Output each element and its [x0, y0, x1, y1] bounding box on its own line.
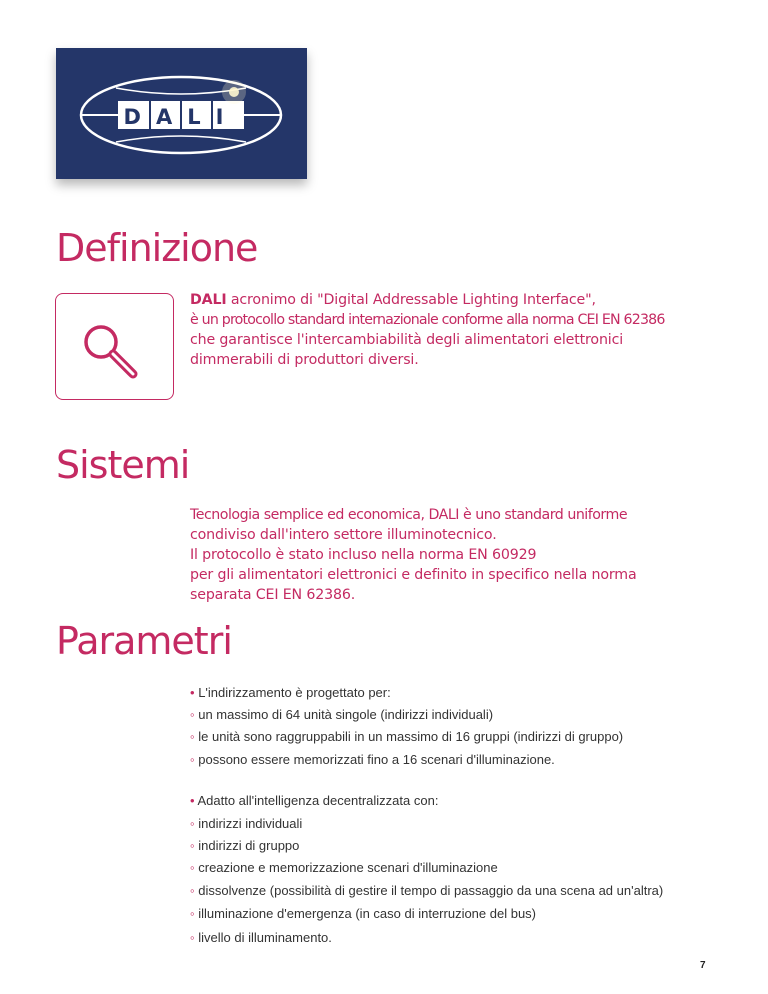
sub-bullet-icon: ◦ — [190, 707, 195, 722]
list-item — [190, 906, 536, 921]
list-item-text: indirizzi individuali — [198, 816, 303, 831]
definizione-line-3: che garantisce l'intercambiabilità degli alimentatori elettronici — [190, 332, 624, 348]
list-item-text: livello di illuminamento. — [198, 930, 332, 945]
list-item-text: indirizzi di gruppo — [198, 838, 300, 853]
dali-logo-graphic — [56, 48, 307, 179]
sub-bullet-icon: ◦ — [190, 906, 195, 921]
sistemi-title: Sistemi — [56, 443, 190, 487]
parametri-title: Parametri — [56, 619, 232, 663]
sistemi-line-1: Tecnologia semplice ed economica, DALI è uno standard uniforme — [190, 507, 628, 523]
search-icon-box — [55, 293, 174, 400]
definizione-line-4: dimmerabili di produttori diversi. — [190, 352, 419, 368]
list-item — [190, 816, 302, 831]
sistemi-line-5: separata CEI EN 62386. — [190, 587, 356, 603]
list-item-text: dissolvenze (possibilità di gestire il tempo di passaggio da una scena ad un'altra) — [198, 883, 664, 898]
bullet-icon: • — [190, 793, 195, 808]
sub-bullet-icon: ◦ — [190, 816, 195, 831]
logo-text: DALI — [123, 105, 239, 129]
sub-bullet-icon: ◦ — [190, 838, 195, 853]
sistemi-line-2: condiviso dall'intero settore illuminotecnico. — [190, 527, 497, 543]
list-item — [190, 883, 663, 898]
sistemi-line-3: Il protocollo è stato incluso nella norma EN 60929 — [190, 547, 537, 563]
list-item — [190, 860, 498, 875]
sub-bullet-icon: ◦ — [190, 930, 195, 945]
list-item-text: illuminazione d'emergenza (in caso di interruzione del bus) — [198, 906, 537, 921]
dali-lead: DALI — [190, 292, 227, 308]
definizione-text — [190, 290, 665, 370]
list-item-text: creazione e memorizzazione scenari d'illuminazione — [198, 860, 498, 875]
list-item — [190, 930, 332, 945]
definizione-line-1-rest: acronimo di "Digital Addressable Lighting Interface", — [226, 292, 596, 308]
list-item-text: possono essere memorizzati fino a 16 scenari d'illuminazione. — [198, 752, 555, 767]
definizione-title: Definizione — [56, 226, 258, 270]
sistemi-text — [190, 505, 637, 605]
group-2-heading — [190, 793, 438, 808]
list-item-text: le unità sono raggruppabili in un massimo di 16 gruppi (indirizzi di gruppo) — [198, 729, 624, 744]
list-item — [190, 752, 555, 767]
sub-bullet-icon: ◦ — [190, 729, 195, 744]
list-item-text: un massimo di 64 unità singole (indirizzi individuali) — [198, 707, 494, 722]
sub-bullet-icon: ◦ — [190, 752, 195, 767]
page-number: 7 — [700, 960, 706, 971]
group-1-heading — [190, 685, 391, 700]
list-item — [190, 838, 299, 853]
search-icon — [56, 294, 175, 401]
definizione-line-2: è un protocollo standard internazionale conforme alla norma CEI EN 62386 — [190, 312, 665, 328]
group-2-heading-text: Adatto all'intelligenza decentralizzata con: — [197, 793, 439, 808]
sistemi-line-4: per gli alimentatori elettronici e definito in specifico nella norma — [190, 567, 637, 583]
group-1-heading-text: L'indirizzamento è progettato per: — [198, 685, 391, 700]
sub-bullet-icon: ◦ — [190, 860, 195, 875]
dali-logo — [56, 48, 307, 179]
sub-bullet-icon: ◦ — [190, 883, 195, 898]
bullet-icon: • — [190, 685, 195, 700]
definizione-line-1 — [190, 290, 665, 310]
list-item — [190, 729, 623, 744]
list-item — [190, 707, 493, 722]
